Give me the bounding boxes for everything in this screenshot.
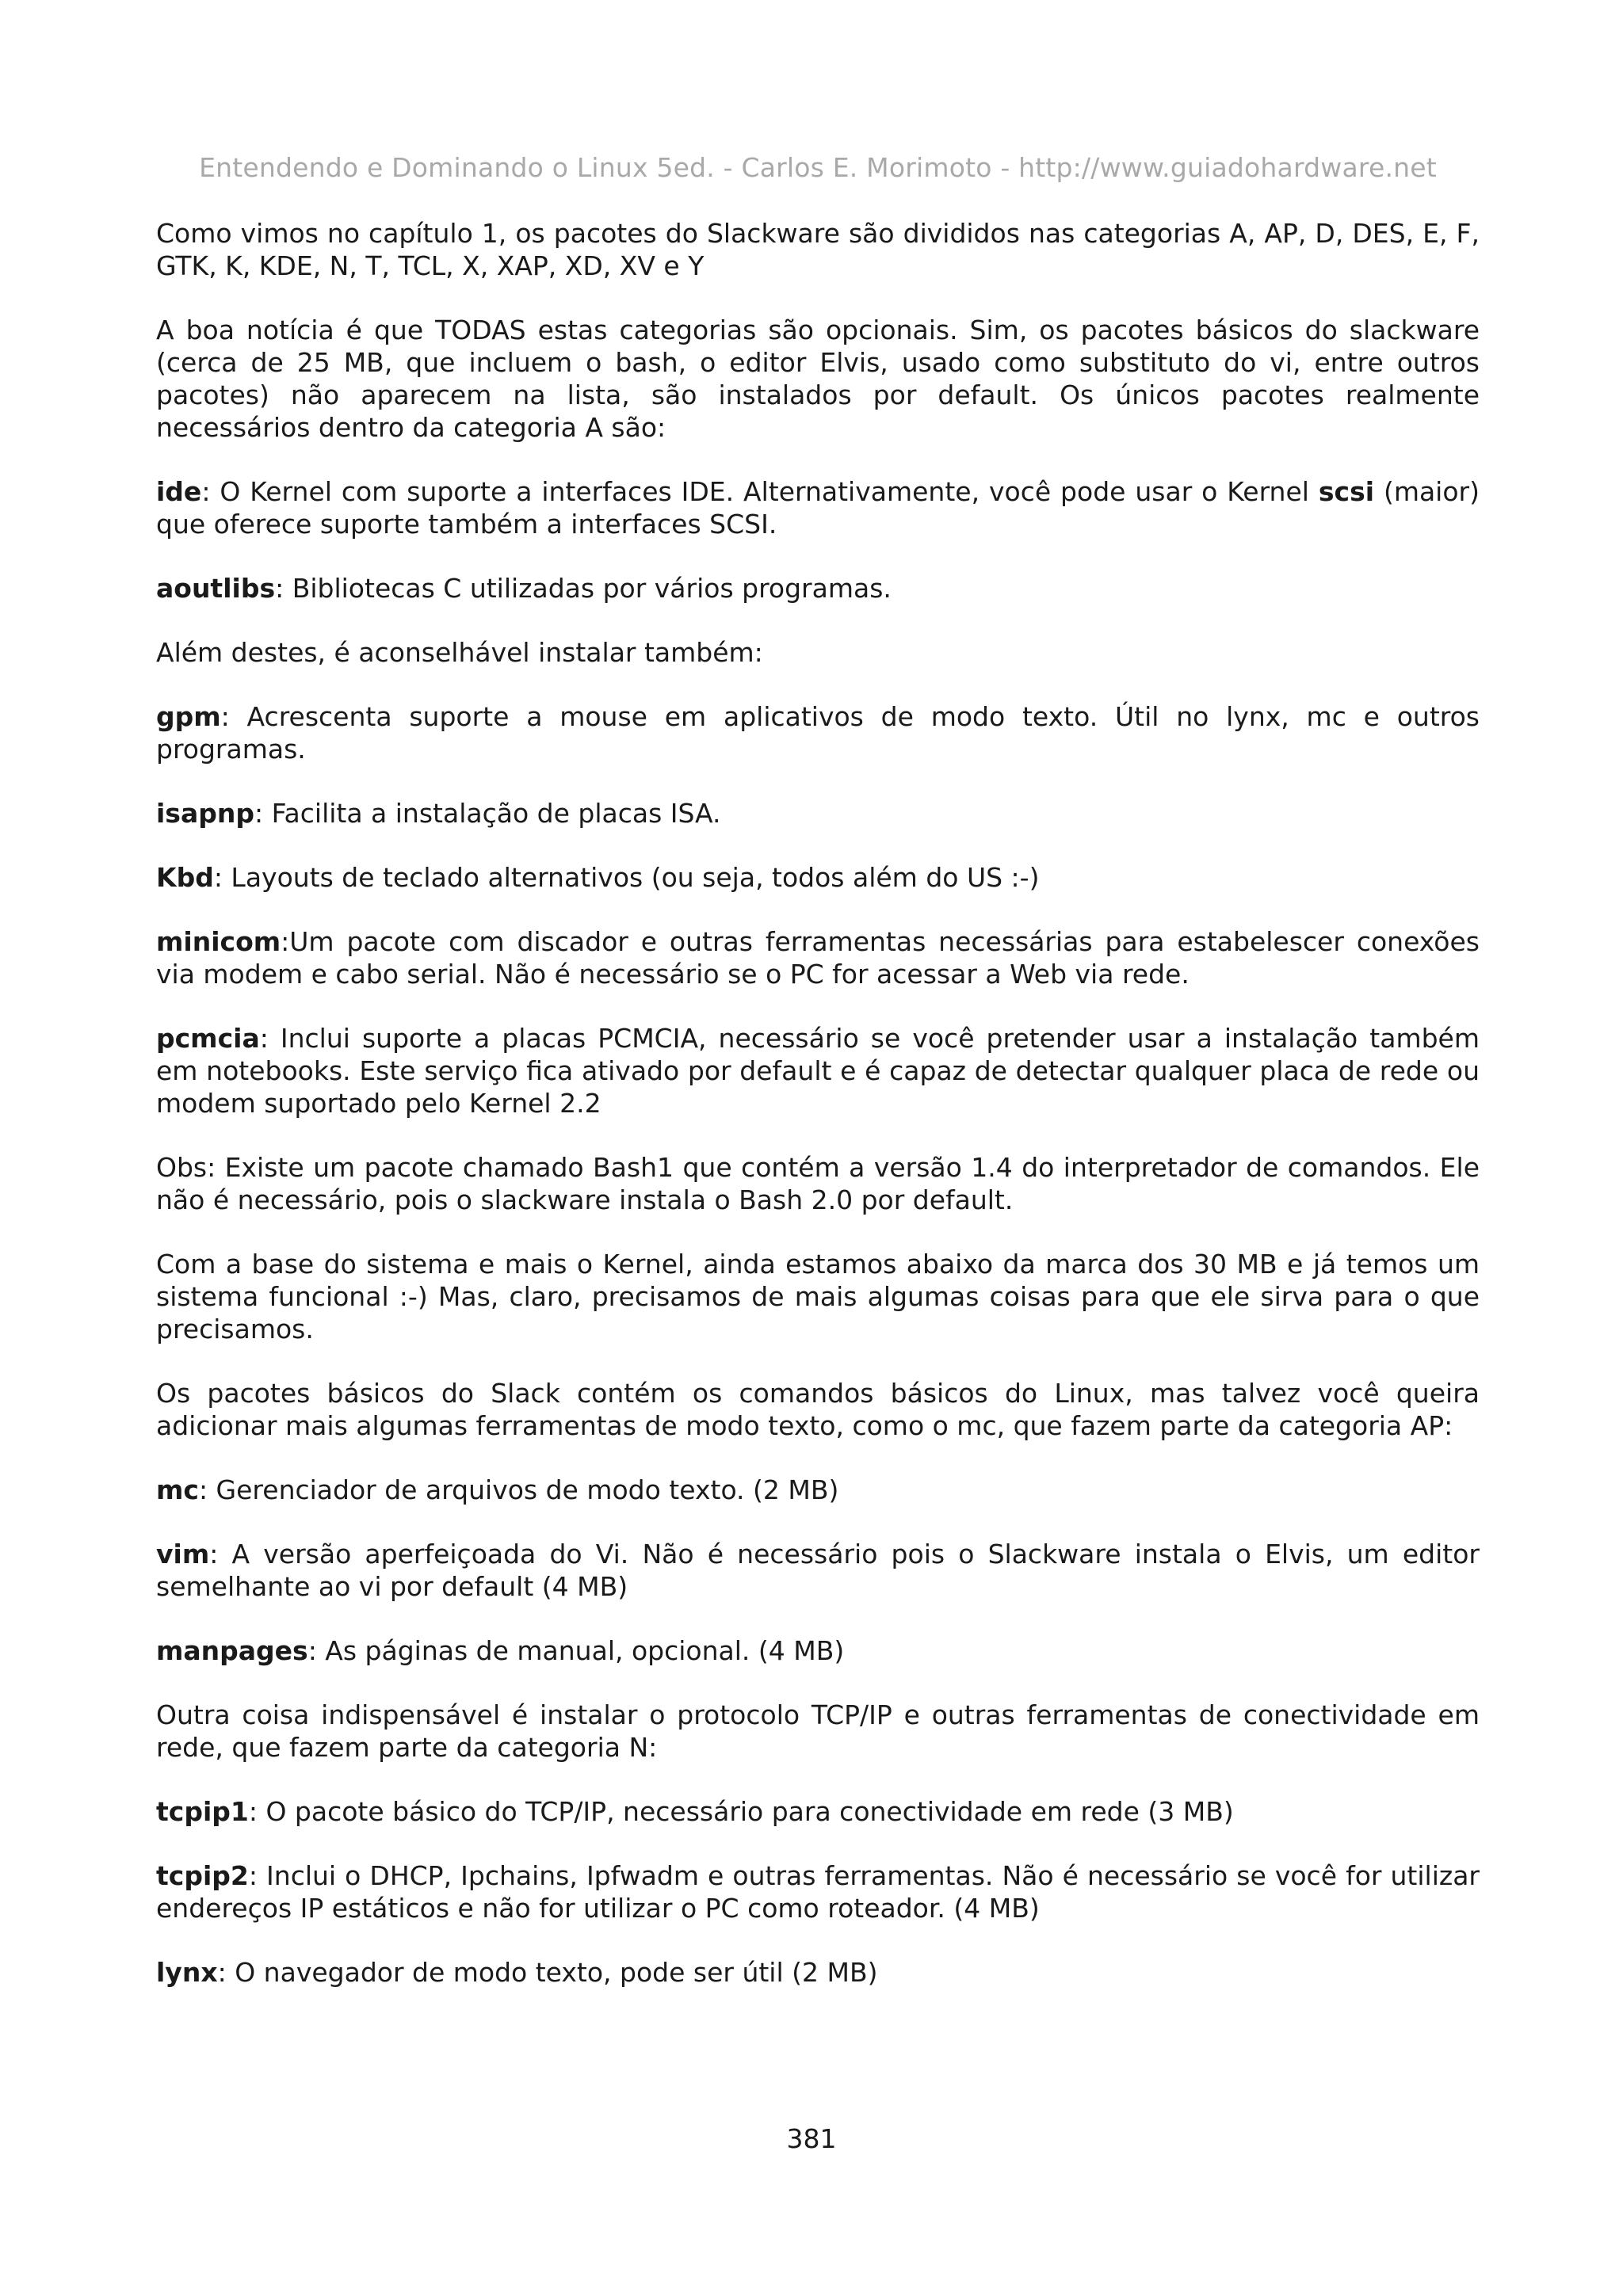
package-lynx	[156, 1956, 1480, 1989]
package-manpages	[156, 1634, 1480, 1667]
package-gpm	[156, 700, 1480, 765]
paragraph-optional: A boa notícia é que TODAS estas categorias são opcionais. Sim, os pacotes básicos do slackware (cerca de 25 MB, que incluem o bash, o editor Elvis, usado como substituto do vi, entre outros pacotes) não aparecem na lista, são instalados por default. Os únicos pacotes realmente necessários dentro da categoria A são:	[156, 315, 1480, 443]
document-page	[156, 151, 1480, 2020]
package-kbd	[156, 861, 1480, 894]
package-description: : As páginas de manual, opcional. (4 MB)	[307, 1635, 845, 1666]
package-description: : O navegador de modo texto, pode ser útil (2 MB)	[217, 1957, 878, 1988]
package-minicom	[156, 925, 1480, 990]
paragraph-base-system: Com a base do sistema e mais o Kernel, ainda estamos abaixo da marca dos 30 MB e já temos um sistema funcional :-) Mas, claro, precisamos de mais algumas coisas para que ele sirva para o que precisamos.	[156, 1249, 1480, 1344]
package-description: : Acrescenta suporte a mouse em aplicativos de modo texto. Útil no lynx, mc e outros programas.	[156, 701, 1480, 765]
package-vim	[156, 1538, 1480, 1603]
package-tcpip1	[156, 1795, 1480, 1828]
package-name: aoutlibs	[156, 573, 276, 604]
paragraph-obs: Obs: Existe um pacote chamado Bash1 que contém a versão 1.4 do interpretador de comandos. Ele não é necessário, pois o slackware instala o Bash 2.0 por default.	[156, 1152, 1480, 1215]
package-description-cont: (maior) que oferece suporte também a interfaces SCSI.	[156, 476, 1480, 540]
package-isapnp	[156, 797, 1480, 830]
running-header: Entendendo e Dominando o Linux 5ed. - Carlos E. Morimoto - http://www.guiadohardware.net	[199, 152, 1437, 183]
page-number: 381	[786, 2123, 837, 2154]
package-tcpip2	[156, 1859, 1480, 1924]
package-name: Kbd	[156, 862, 214, 893]
package-name: gpm	[156, 701, 221, 732]
package-name: manpages	[156, 1635, 308, 1666]
package-name-inline: scsi	[1318, 476, 1375, 507]
package-name: minicom	[156, 926, 281, 957]
package-description: : A versão aperfeiçoada do Vi. Não é necessário pois o Slackware instala o Elvis, um editor semelhante ao vi por default (4 MB)	[156, 1539, 1480, 1602]
package-name: pcmcia	[156, 1023, 260, 1054]
package-name: vim	[156, 1539, 210, 1569]
package-description: : Inclui suporte a placas PCMCIA, necessário se você pretender usar a instalação também em notebooks. Este serviço fica ativado por default e é capaz de detectar qualquer placa de rede ou modem suportado pelo Kernel 2.2	[156, 1023, 1480, 1119]
paragraph-slack-basics: Os pacotes básicos do Slack contém os comandos básicos do Linux, mas talvez você queira adicionar mais algumas ferramentas de modo texto, como o mc, que fazem parte da categoria AP:	[156, 1378, 1480, 1441]
paragraph-categories: Como vimos no capítulo 1, os pacotes do Slackware são divididos nas categorias A, AP, D, DES, E, F, GTK, K, KDE, N, T, TCL, X, XAP, XD, XV e Y	[156, 218, 1480, 281]
package-description: : Inclui o DHCP, Ipchains, Ipfwadm e outras ferramentas. Não é necessário se você for utilizar endereços IP estáticos e não for utilizar o PC como roteador. (4 MB)	[156, 1860, 1480, 1924]
package-name: lynx	[156, 1957, 218, 1988]
package-description: : Layouts de teclado alternativos (ou seja, todos além do US :-)	[213, 862, 1040, 893]
package-description: : O pacote básico do TCP/IP, necessário para conectividade em rede (3 MB)	[248, 1796, 1234, 1827]
package-description: : Bibliotecas C utilizadas por vários programas.	[275, 573, 892, 604]
package-name: ide	[156, 476, 202, 507]
package-name: isapnp	[156, 798, 254, 829]
package-ide	[156, 475, 1480, 540]
package-description: : Facilita a instalação de placas ISA.	[254, 798, 721, 829]
package-description: :Um pacote com discador e outras ferramentas necessárias para estabelescer conexões via modem e cabo serial. Não é necessário se o PC for acessar a Web via rede.	[156, 926, 1480, 990]
paragraph-tcpip: Outra coisa indispensável é instalar o protocolo TCP/IP e outras ferramentas de conectividade em rede, que fazem parte da categoria N:	[156, 1699, 1480, 1763]
package-aoutlibs	[156, 572, 1480, 605]
package-name: mc	[156, 1474, 199, 1505]
package-description: : Gerenciador de arquivos de modo texto. (2 MB)	[198, 1474, 839, 1505]
package-description: : O Kernel com suporte a interfaces IDE. Alternativamente, você pode usar o Kernel	[201, 476, 1319, 507]
package-mc	[156, 1474, 1480, 1506]
package-name: tcpip1	[156, 1796, 249, 1827]
package-pcmcia	[156, 1022, 1480, 1119]
paragraph-also-install: Além destes, é aconselhável instalar também:	[156, 637, 763, 668]
package-name: tcpip2	[156, 1860, 249, 1891]
